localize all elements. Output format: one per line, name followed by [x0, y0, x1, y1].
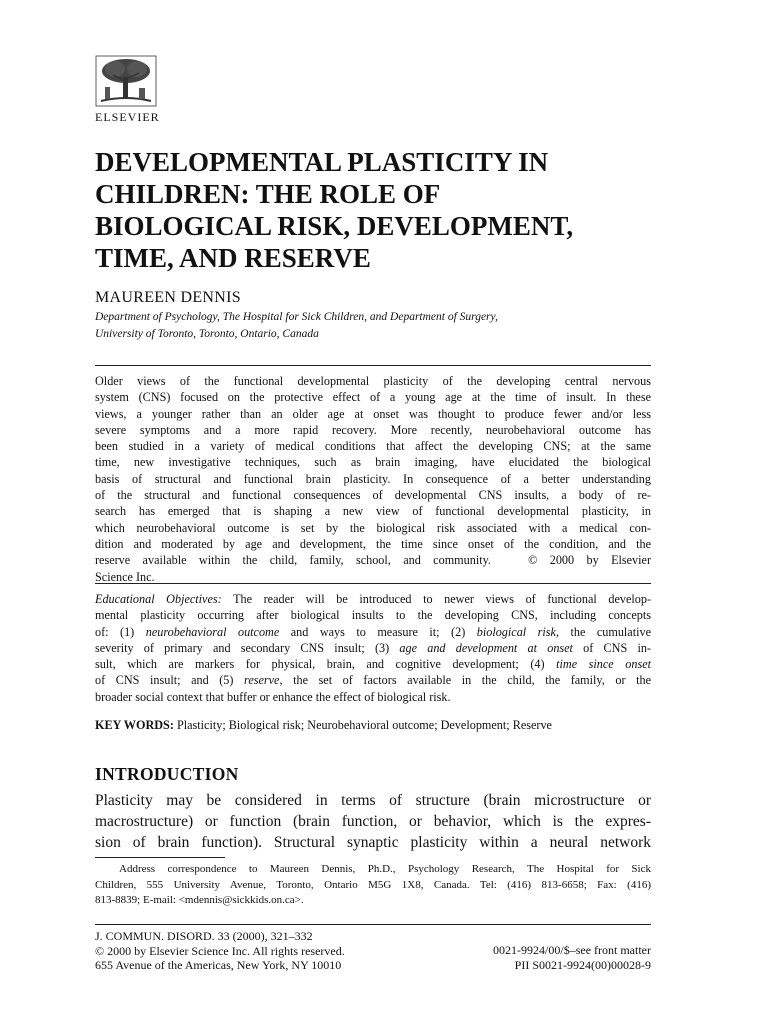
footnote-line: Children, 555 University Avenue, Toronto, Ontario M5G 1X8, Canada. Tel: (416) 813-6658; Fax: (416) [95, 878, 651, 891]
affiliation-line: Department of Psychology, The Hospital for Sick Children, and Department of Surgery, [95, 311, 498, 323]
intro-line: sion of brain function). Structural synaptic plasticity within a neural network [95, 834, 651, 851]
objectives-line: of CNS insult; and (5) reserve, the set of factors available in the child, the family, or the [95, 673, 651, 688]
key-words-text: Plasticity; Biological risk; Neurobehavioral outcome; Development; Reserve [173, 718, 552, 732]
title-line: DEVELOPMENTAL PLASTICITY IN [95, 147, 549, 177]
affiliation-line: University of Toronto, Toronto, Ontario, Canada [95, 328, 319, 340]
author-affiliation [95, 309, 651, 343]
educational-objectives [95, 591, 651, 705]
title-line: CHILDREN: THE ROLE OF [95, 179, 441, 209]
abstract-line: of the structural and functional consequences of developmental CNS insults, a body of re- [95, 488, 651, 503]
issn-pii [493, 943, 651, 972]
pii-line: PII S0021-9924(00)00028-9 [514, 957, 651, 972]
abstract-line: Science Inc. [95, 569, 155, 584]
intro-line: Plasticity may be considered in terms of structure (brain microstructure or [95, 792, 651, 809]
issn-line: 0021-9924/00/$–see front matter [493, 943, 651, 957]
abstract-line: reserve available within the child, family, school, and community. [95, 553, 491, 568]
objectives-line: Educational Objectives: The reader will be introduced to newer views of functional develop- [95, 592, 651, 606]
journal-info-rule [95, 924, 651, 925]
abstract-copyright: © 2000 by Elsevier [528, 553, 652, 568]
objectives-line: broader social context that buffer or enhance the effect of biological risk. [95, 689, 451, 704]
article-title [95, 146, 651, 274]
journal-line: 655 Avenue of the Americas, New York, NY 10010 [95, 958, 342, 972]
objectives-line: mental plasticity occurring after biological insults to the developing CNS, including concepts [95, 608, 651, 623]
abstract-line: severe symptoms and a more rapid recovery. More recently, neurobehavioral outcome has [95, 422, 651, 437]
abstract-line: been studied in a variety of medical conditions that affect the developing CNS; at the same [95, 439, 651, 454]
intro-line: macrostructure) or function (brain function, or behavior, which is the expres- [95, 813, 651, 830]
objectives-line: of: (1) neurobehavioral outcome and ways to measure it; (2) biological risk, the cumulative [95, 624, 651, 639]
correspondence-footnote [95, 862, 651, 909]
abstract-line: time, new investigative techniques, such as brain imaging, have elucidated the biological [95, 455, 651, 470]
abstract-line: which neurobehavioral outcome is set by the biological risk associated with a medical con- [95, 520, 651, 535]
objectives-label: Educational Objectives: [95, 592, 222, 606]
objectives-line: sult, which are markers for physical, brain, and cognitive development; (4) time since onset [95, 657, 651, 672]
abstract-line: basis of structural and functional brain plasticity. In consequence of a better understanding [95, 471, 651, 486]
abstract-line-with-copyright [95, 552, 651, 568]
abstract-line: system (CNS) focused on the protective effect of a young age at the time of insult. In these [95, 390, 651, 405]
objectives-top-rule [95, 583, 651, 584]
key-words-label: KEY WORDS: [95, 718, 174, 732]
footnote-line: Address correspondence to Maureen Dennis, Ph.D., Psychology Research, The Hospital for Sick [119, 863, 651, 875]
abstract-top-rule [95, 365, 651, 366]
journal-citation [95, 929, 345, 973]
elsevier-logo [95, 55, 160, 125]
section-heading: INTRODUCTION [95, 764, 239, 784]
author-name: MAUREEN DENNIS [95, 289, 241, 306]
key-words [95, 718, 552, 733]
journal-line: © 2000 by Elsevier Science Inc. All rights reserved. [95, 943, 345, 958]
footnote-line: 813-8839; E-mail: <mdennis@sickkids.on.ca>. [95, 894, 304, 906]
abstract-line: Older views of the functional developmental plasticity of the developing central nervous [95, 374, 651, 388]
objectives-line: severity of primary and secondary CNS insult; (3) age and development at onset of CNS in- [95, 640, 651, 655]
abstract-line: search has emerged that is shaping a new view of functional developmental plasticity, in [95, 504, 651, 519]
publisher-name: ELSEVIER [95, 110, 160, 124]
abstract-line: dition and moderated by age and development, the time since onset of the condition, and the [95, 536, 651, 551]
footnote-rule [95, 857, 225, 858]
title-line: BIOLOGICAL RISK, DEVELOPMENT, [95, 211, 574, 241]
abstract [95, 373, 651, 585]
elsevier-tree-icon [95, 55, 157, 107]
journal-line: J. COMMUN. DISORD. 33 (2000), 321–332 [95, 929, 313, 943]
introduction-text [95, 790, 651, 853]
title-line: TIME, AND RESERVE [95, 243, 371, 273]
abstract-line: views, a younger rather than an older age at onset was thought to produce fewer and/or less [95, 406, 651, 421]
